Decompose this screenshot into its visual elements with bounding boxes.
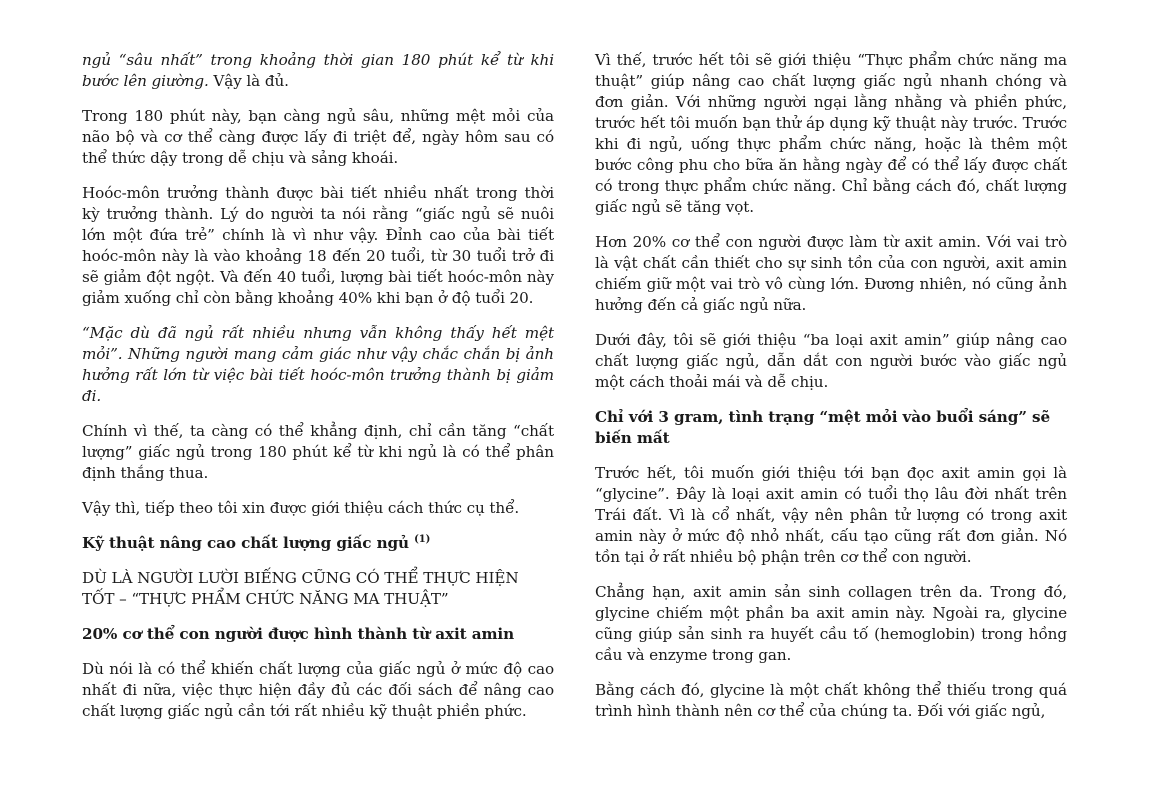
paragraph: Chính vì thế, ta càng có thể khẳng định, chỉ cần tăng “chất lượng” giấc ngủ trong 180 phút kể từ khi ngủ là có thể phân định thắng thua. (82, 422, 554, 482)
italic-quote-paragraph: “Mặc dù đã ngủ rất nhiều nhưng vẫn không thấy hết mệt mỏi”. Những người mang cảm giác như vậy chắc chắn bị ảnh hưởng rất lớn từ việc bài tiết hoóc-môn trưởng thành bị giảm đi. (82, 324, 554, 405)
paragraph: Dưới đây, tôi sẽ giới thiệu “ba loại axit amin” giúp nâng cao chất lượng giấc ngủ, dẫn dắt con người bước vào giấc ngủ một cách thoải mái và dễ chịu. (595, 331, 1067, 391)
paragraph: Vậy thì, tiếp theo tôi xin được giới thiệu cách thức cụ thể. (82, 499, 520, 517)
paragraph: Vì thế, trước hết tôi sẽ giới thiệu “Thực phẩm chức năng ma thuật” giúp nâng cao chất lượng giấc ngủ nhanh chóng và đơn giản. Với những người ngại lằng nhằng và phiền phức, trước hết tôi muốn bạn thử áp dụng kỹ thuật này trước. Trước khi đi ngủ, uống thực phẩm chức năng, hoặc là thêm một bước công phu cho bữa ăn hằng ngày để có thể lấy được chất có trong thực phẩm chức năng. Chỉ bằng cách đó, chất lượng giấc ngủ sẽ tăng vọt. (595, 51, 1067, 216)
subsection-heading: Chỉ với 3 gram, tình trạng “mệt mỏi vào buổi sáng” sẽ biến mất (595, 408, 1051, 447)
paragraph-tail: Vậy là đủ. (208, 72, 289, 90)
paragraph: Hoóc-môn trưởng thành được bài tiết nhiều nhất trong thời kỳ trưởng thành. Lý do người ta nói rằng “giấc ngủ sẽ nuôi lớn một đứa trẻ” chính là vì như vậy. Đỉnh cao của bài tiết hoóc-môn này là vào khoảng 18 đến 20 tuổi, từ 30 tuổi trở đi sẽ giảm đột ngột. Và đến 40 tuổi, lượng bài tiết hoóc-môn này giảm xuống chỉ còn bằng khoảng 40% khi bạn ở độ tuổi 20. (82, 184, 554, 307)
paragraph: Hơn 20% cơ thể con người được làm từ axit amin. Với vai trò là vật chất cần thiết cho sự sinh tồn của con người, axit amin chiếm giữ một vai trò vô cùng lớn. Đương nhiên, nó cũng ảnh hưởng đến cả giấc ngủ nữa. (595, 233, 1067, 314)
paragraph: Trong 180 phút này, bạn càng ngủ sâu, những mệt mỏi của não bộ và cơ thể càng được lấy đi triệt để, ngày hôm sau có thể thức dậy trong dễ chịu và sảng khoái. (82, 107, 554, 167)
section-heading-text: Kỹ thuật nâng cao chất lượng giấc ngủ (82, 534, 415, 552)
chapter-subtitle: DÙ LÀ NGƯỜI LƯỜI BIẾNG CŨNG CÓ THỂ THỰC HIỆN TỐT – “THỰC PHẨM CHỨC NĂNG MA THUẬT” (82, 569, 519, 608)
left-column (82, 50, 554, 736)
paragraph: Chẳng hạn, axit amin sản sinh collagen trên da. Trong đó, glycine chiếm một phần ba axit amin này. Ngoài ra, glycine cũng giúp sản sinh ra huyết cầu tố (hemoglobin) trong hồng cầu và enzyme trong gan. (595, 583, 1067, 664)
italic-text: ngủ “sâu nhất” trong khoảng thời gian 180 phút kể từ khi bước lên giường. (82, 51, 554, 90)
paragraph: Trước hết, tôi muốn giới thiệu tới bạn đọc axit amin gọi là “glycine”. Đây là loại axit amin có tuổi thọ lâu đời nhất trên Trái đất. Vì là cổ nhất, vậy nên phân tử lượng có trong axit amin này ở mức độ nhỏ nhất, cấu tạo cũng rất đơn giản. Nó tồn tại ở rất nhiều bộ phận trên cơ thể con người. (595, 464, 1067, 566)
footnote-marker: (1) (414, 534, 431, 545)
right-column (595, 50, 1067, 736)
section-heading (82, 533, 554, 554)
paragraph (82, 50, 554, 92)
paragraph: Bằng cách đó, glycine là một chất không thể thiếu trong quá trình hình thành nên cơ thể của chúng ta. Đối với giấc ngủ, (595, 681, 1067, 720)
subsection-heading: 20% cơ thể con người được hình thành từ axit amin (82, 625, 515, 643)
paragraph: Dù nói là có thể khiến chất lượng của giấc ngủ ở mức độ cao nhất đi nữa, việc thực hiện đầy đủ các đối sách để nâng cao chất lượng giấc ngủ cần tới rất nhiều kỹ thuật phiền phức. (82, 660, 554, 720)
